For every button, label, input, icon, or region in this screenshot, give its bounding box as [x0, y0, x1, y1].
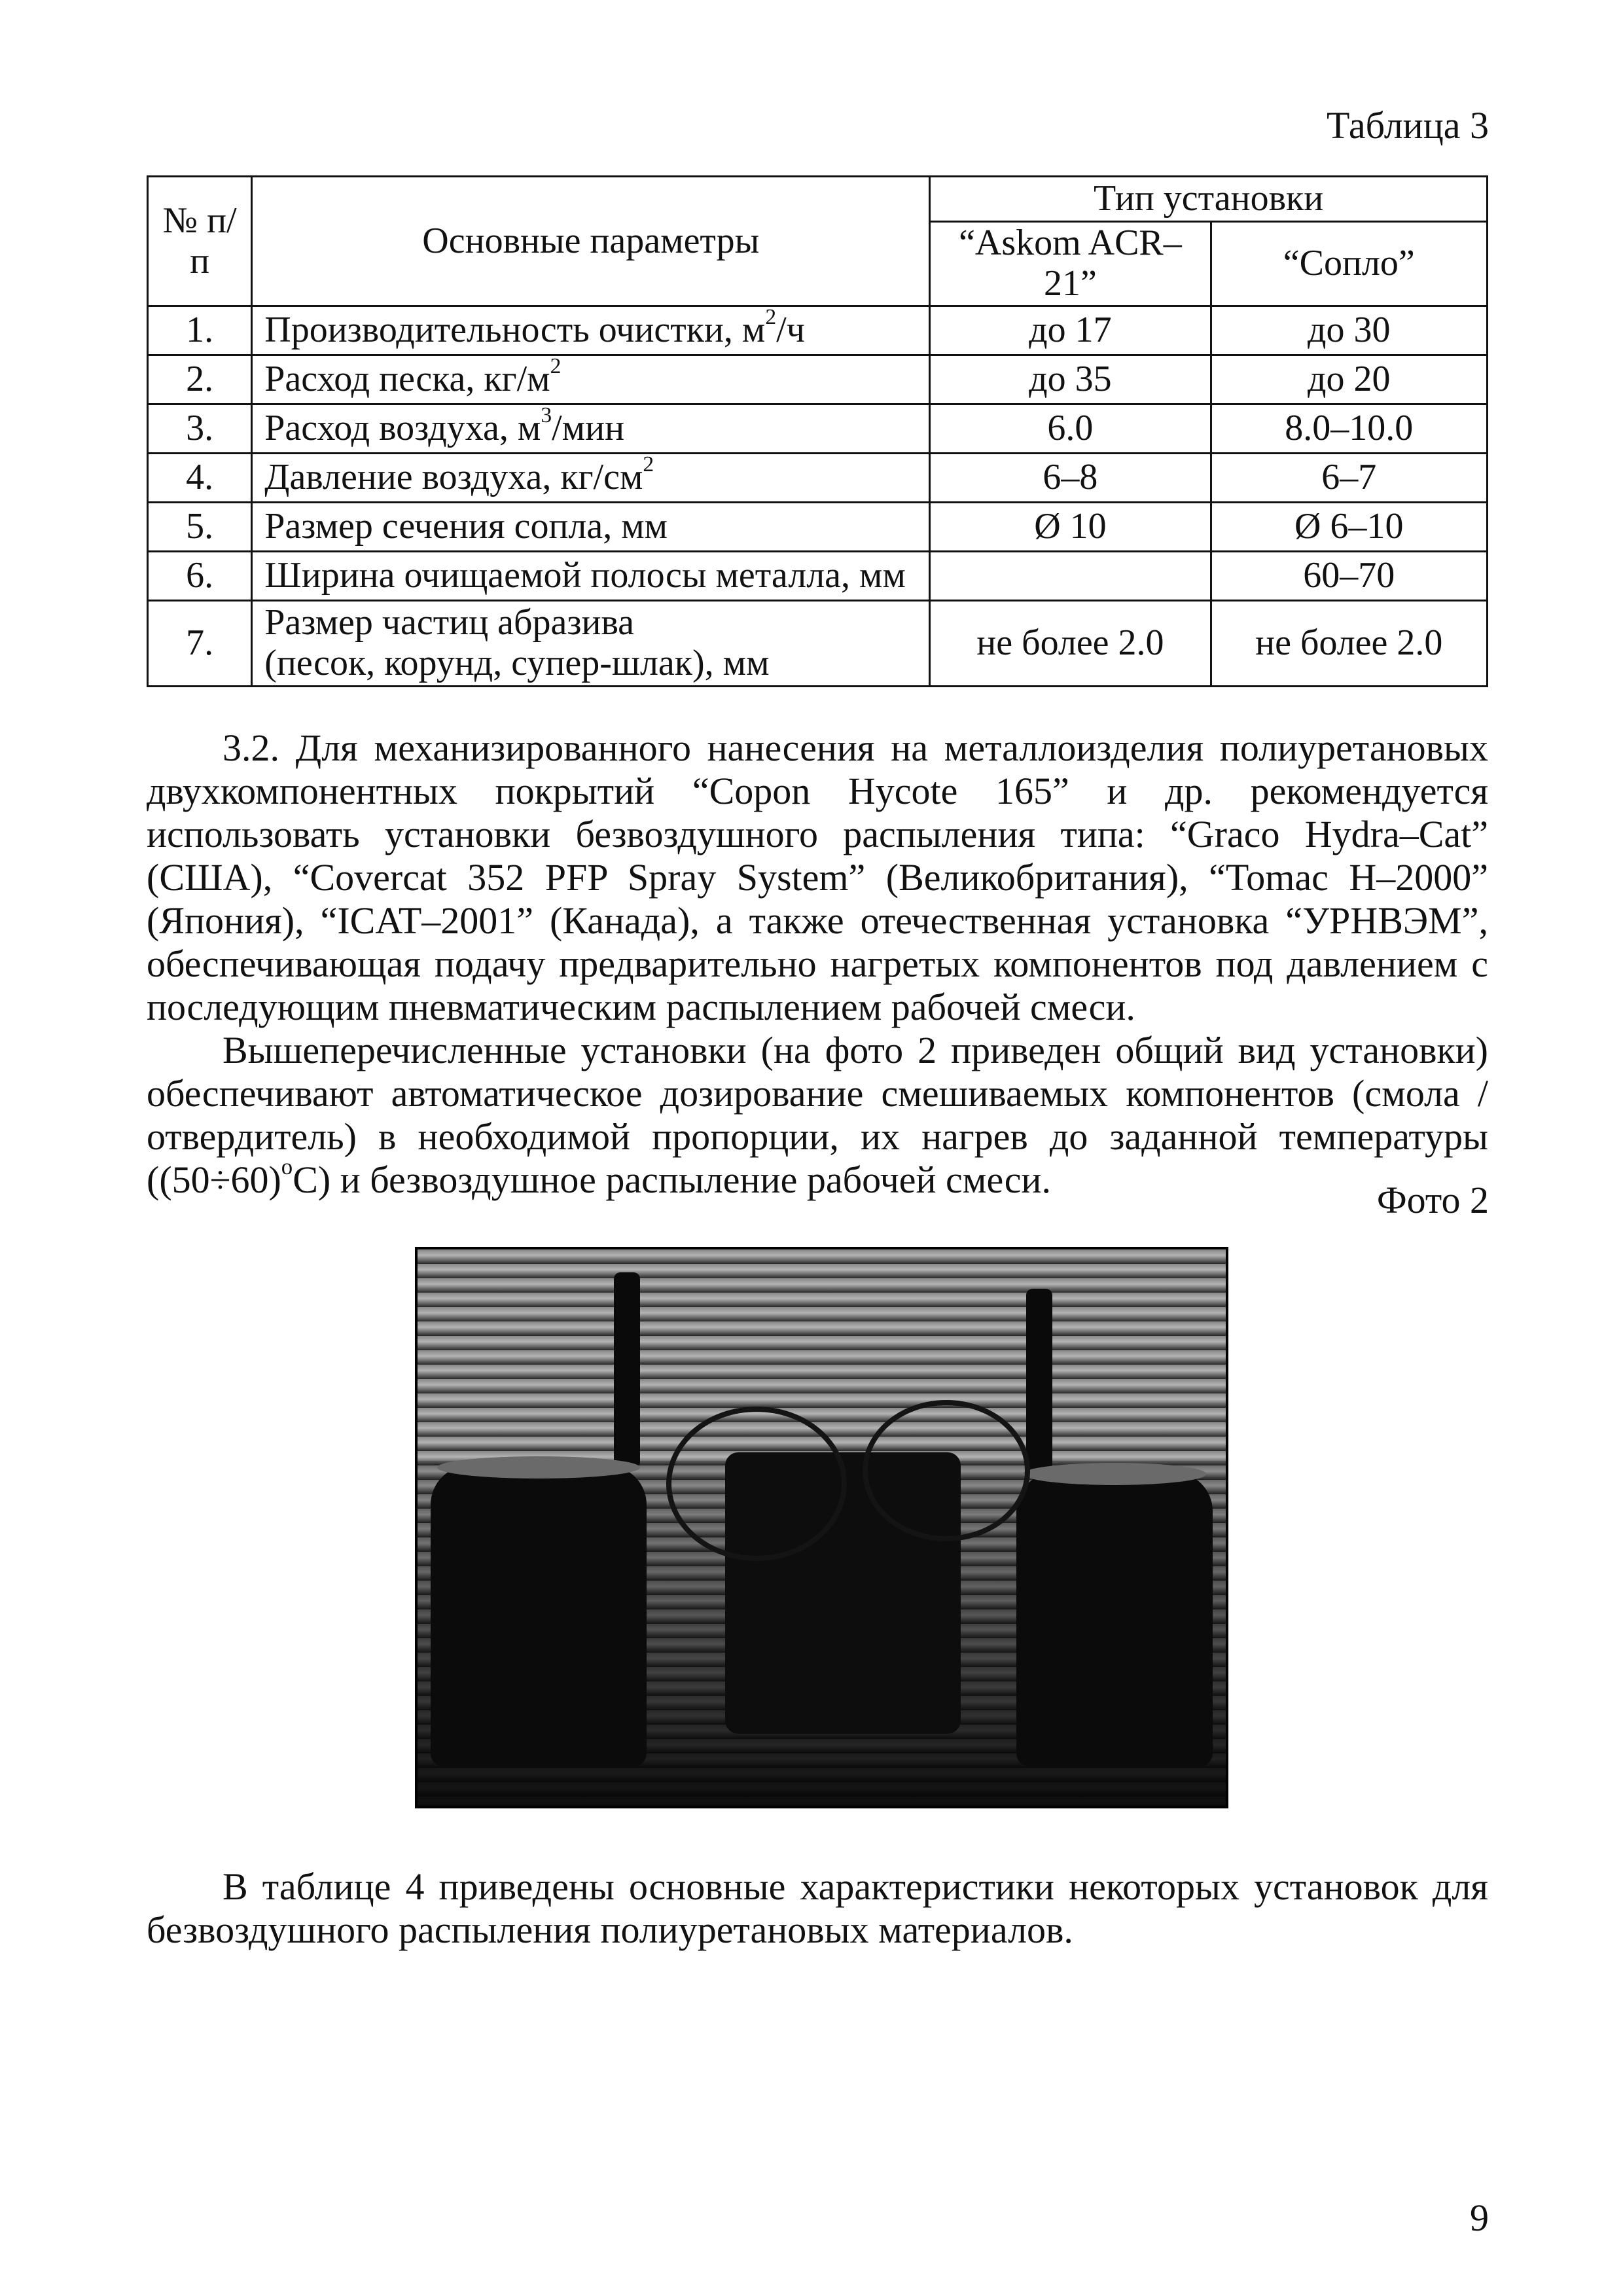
row-param: Давление воздуха, $кг/см^2$ [252, 454, 930, 503]
row-num: 5. [148, 503, 252, 552]
row-param: Производительность очистки, $м^2/ч$ [252, 306, 930, 355]
row-num: 3. [148, 404, 252, 454]
row-value-soplo: до 30 [1211, 306, 1487, 355]
row-param: Ширина очищаемой полосы металла, мм [252, 552, 930, 601]
row-value-askom: до 35 [930, 355, 1211, 404]
row-param: Размер сечения сопла, мм [252, 503, 930, 552]
table-row [148, 503, 1488, 552]
header-num: № п/п [148, 177, 252, 306]
table-row [148, 601, 1488, 687]
header-col-askom: “Askom ACR–21” [930, 222, 1211, 306]
header-group: Тип установки [930, 177, 1488, 222]
row-value-soplo: 6–7 [1211, 454, 1487, 503]
table-row [148, 552, 1488, 601]
paragraph-3-2: 3.2. Для механизированного нанесения на металлоизделия полиуретановых двухкомпонентных покрытий “Copon Hycote 165” и др. рекомендуется использовать установки безвоздушного распыления типа: “Graco Hydra–Cat” (США), “Covercat 352 PFP Spray System” (Великобритания), “Tomac H–2000” (Япония), “ICAT–2001” (Канада), а также отечественная установка “УРНВЭМ”, обеспечивающая подачу предварительно нагретых компонентов под давлением с последующим пневматическим распылением рабочей смеси. [147, 726, 1488, 1028]
row-value-soplo: до 20 [1211, 355, 1487, 404]
header-param: Основные параметры [252, 177, 930, 306]
paragraph-table-4: В таблице 4 приведены основные характеристики некоторых установок для безвоздушного распыления полиуретановых материалов. [147, 1865, 1488, 1951]
row-value-askom: до 17 [930, 306, 1211, 355]
row-value-askom: не более 2.0 [930, 601, 1211, 687]
row-param: Расход воздуха, $м^3$/мин [252, 404, 930, 454]
table-row [148, 454, 1488, 503]
row-param: Размер частиц абразива (песок, корунд, супер-шлак), мм [252, 601, 930, 687]
table-row [148, 404, 1488, 454]
table-row [148, 355, 1488, 404]
row-value-soplo: 60–70 [1211, 552, 1487, 601]
row-value-askom [930, 552, 1211, 601]
row-num: 2. [148, 355, 252, 404]
row-num: 1. [148, 306, 252, 355]
paragraph-equipment: Вышеперечисленные установки (на фото 2 приведен общий вид установки) обеспечивают автоматическое дозирование смешиваемых компонентов (смола / отвердитель) в необходимой пропорции, их нагрев до заданной температуры $((50\div 60)^оС)$ и безвоздушное распыление рабочей смеси. [147, 1029, 1488, 1201]
row-value-soplo: Ø 6–10 [1211, 503, 1487, 552]
row-value-askom: 6–8 [930, 454, 1211, 503]
row-value-soplo: не более 2.0 [1211, 601, 1487, 687]
row-num: 6. [148, 552, 252, 601]
page-number: 9 [1470, 2197, 1489, 2239]
parameters-table [147, 175, 1488, 687]
row-param: Расход песка, $кг/м^2$ [252, 355, 930, 404]
row-value-askom: 6.0 [930, 404, 1211, 454]
photo-caption: Фото 2 [1376, 1179, 1489, 1221]
row-value-askom: Ø 10 [930, 503, 1211, 552]
table-row [148, 306, 1488, 355]
row-value-soplo: 8.0–10.0 [1211, 404, 1487, 454]
header-col-soplo: “Сопло” [1211, 222, 1487, 306]
row-num: 4. [148, 454, 252, 503]
table-caption: Таблица 3 [1326, 104, 1489, 147]
row-num: 7. [148, 601, 252, 687]
equipment-photo [415, 1247, 1228, 1808]
